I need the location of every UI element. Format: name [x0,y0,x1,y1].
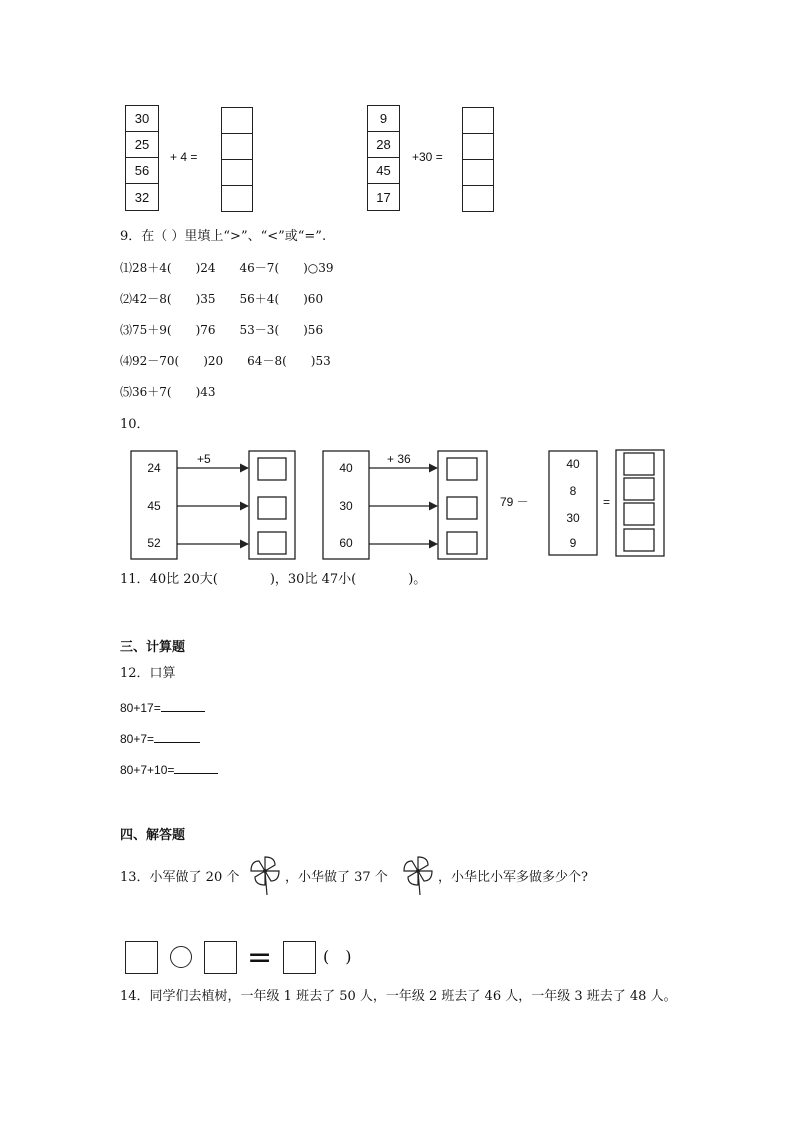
q8-left-answer-cell[interactable] [222,160,252,186]
q10-g3-input-2: 8 [569,484,577,498]
q8-left-input-3: 56 [126,158,158,184]
q12-item-3-text: 80+7+10= [120,763,175,777]
q10-g1-answer-box [258,497,286,519]
q10-g3-answer-box [624,503,654,525]
section-4-title: 四、解答题 [120,828,186,843]
q13-part-2: ，小华做了 37 个 [285,870,388,885]
q8-left-answer-cell[interactable] [222,186,252,212]
q9-line-3: ⑶75＋9( )76 53－3( )56 [120,323,324,337]
q8-right-answer-cell[interactable] [463,134,493,160]
q13-answer-box-3[interactable] [283,941,316,974]
q8-left-input-2: 25 [126,132,158,158]
q9-line-2: ⑵42－8( )35 56＋4( )60 [120,292,324,306]
q10-g1-answer-box [258,458,286,480]
q11-text: 11．40比 20大( )，30比 47小( )。 [120,572,427,587]
q10-g2-output-frame [438,451,487,559]
q8-left-answer-cell[interactable] [222,134,252,160]
pinwheel-icon [247,853,283,897]
q10-g2-answer-box [447,458,477,480]
q10-g3-equals: = [603,495,611,509]
q13-answer-box-2[interactable] [204,941,237,974]
q13-part-3: ，小华比小军多做多少个? [438,870,588,885]
q10-g3-answer-box [624,478,654,500]
q13-answer-box-1[interactable] [125,941,158,974]
q8-right-answer-column[interactable] [462,107,494,212]
q10-g2-input-3: 60 [339,536,353,550]
section-3-title: 三、计算题 [120,640,186,655]
q10-label: 10． [120,417,150,432]
q8-right-input-column [367,105,400,211]
q10-g3-answer-box [624,529,654,551]
q12-item-1-text: 80+17= [120,701,161,715]
q10-g2-op: + 36 [387,452,411,466]
q12-item-2-text: 80+7= [120,732,155,746]
q10-g3-answer-box [624,453,654,475]
q8-right-input-3: 45 [368,158,399,184]
q10-g1-output-frame [249,451,295,559]
q10-diagram [125,448,670,563]
q12-item-3 [120,761,218,778]
q9-line-4: ⑷92－70( )20 64－8( )53 [120,354,331,368]
q12-item-1 [120,699,205,716]
q10-g3-input-4: 9 [569,536,577,550]
q10-g1-op: +5 [197,452,211,466]
q10-g1-input-1: 24 [147,461,161,475]
pinwheel-icon [400,853,436,897]
q12-label: 12．口算 [120,666,176,681]
q13-unit-paren[interactable]: ( ) [323,947,352,966]
q13-part-1: 13．小军做了 20 个 [120,870,240,885]
q10-g1-input-3: 52 [147,536,161,550]
q9-line-5: ⑸36＋7( )43 [120,385,216,399]
q8-left-operation: + 4 = [170,150,198,164]
q12-item-3-blank[interactable] [174,761,218,774]
q13-equals-sign [247,940,273,975]
q8-right-answer-cell[interactable] [463,160,493,186]
q10-g3-input-3: 30 [566,511,580,525]
q12-item-2 [120,730,200,747]
q8-right-answer-cell[interactable] [463,186,493,212]
q10-g2-input-1: 40 [339,461,353,475]
q13-equals-text: = [247,940,273,975]
q10-g1-answer-box [258,532,286,554]
q9-line-1: ⑴28＋4( )24 46－7( )○39 [120,261,334,275]
q10-g2-answer-box [447,497,477,519]
q13-operator-circle[interactable] [170,946,192,968]
q8-left-input-column [125,105,159,211]
q9-title: 9．在（ ）里填上“>”、“<”或“=”. [120,229,327,244]
q8-left-input-1: 30 [126,106,158,132]
q8-right-input-4: 17 [376,189,391,205]
q8-left-answer-column[interactable] [221,107,253,212]
q14-text: 14．同学们去植树，一年级 1 班去了 50 人，一年级 2 班去了 46 人，一年级 3 班去了 48 人。 [120,989,677,1004]
q10-g2-answer-box [447,532,477,554]
q12-item-2-blank[interactable] [154,730,200,743]
q8-right-operation: +30 = [412,150,443,164]
q10-g3-input-1: 40 [566,457,580,471]
q10-g2-input-2: 30 [339,499,353,513]
q10-g3-prefix: 79 － [500,495,529,509]
q12-item-1-blank[interactable] [161,699,205,712]
q8-left-answer-cell[interactable] [222,108,252,134]
q10-g1-input-2: 45 [147,499,161,513]
q8-right-input-2: 28 [368,132,399,158]
q8-right-input-1: 9 [368,106,399,132]
q8-left-input-4: 32 [134,189,150,205]
q8-right-answer-cell[interactable] [463,108,493,134]
